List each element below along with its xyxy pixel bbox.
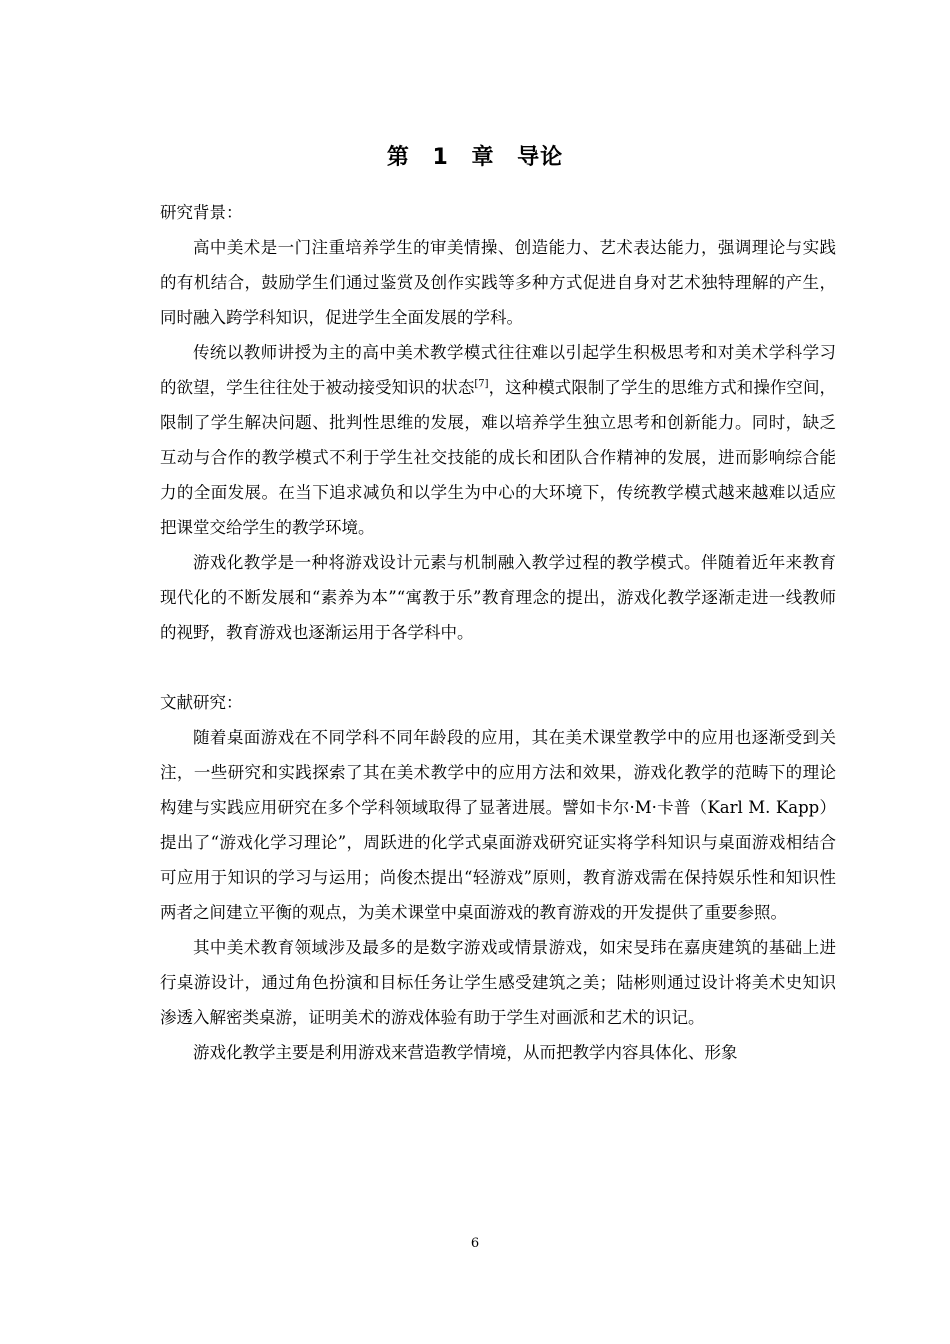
- citation-reference: [7]: [474, 378, 489, 390]
- paragraph-text: 传统以教师讲授为主的高中美术教学模式往往难以引起学生积极思考和对美术学科学习的欲望，学生往往处于被动接受知识的状态: [160, 343, 836, 397]
- page-number: 6: [470, 1236, 480, 1251]
- section-heading-background: 研究背景：: [160, 203, 243, 222]
- section-spacer: [160, 650, 836, 685]
- section-heading-literature: 文献研究：: [160, 693, 243, 712]
- paragraph-with-citation: [160, 335, 836, 545]
- paragraph: 游戏化教学主要是利用游戏来营造教学情境，从而把教学内容具体化、形象: [193, 1043, 738, 1062]
- paragraph: 游戏化教学是一种将游戏设计元素与机制融入教学过程的教学模式。伴随着近年来教育现代化的不断发展和“素养为本”“寓教于乐”教育理念的提出，游戏化教学逐渐走进一线教师的视野，教育游戏也逐渐运用于各学科中。: [160, 553, 836, 642]
- paragraph: 其中美术教育领域涉及最多的是数字游戏或情景游戏，如宋旻玮在嘉庚建筑的基础上进行桌游设计，通过角色扮演和目标任务让学生感受建筑之美；陆彬则通过设计将美术史知识渗透入解密类桌游，证明美术的游戏体验有助于学生对画派和艺术的识记。: [160, 938, 836, 1027]
- paragraph: 高中美术是一门注重培养学生的审美情操、创造能力、艺术表达能力，强调理论与实践的有机结合，鼓励学生们通过鉴赏及创作实践等多种方式促进自身对艺术独特理解的产生，同时融入跨学科知识，促进学生全面发展的学科。: [160, 238, 836, 327]
- chapter-title: 第 1 章 导论: [386, 145, 564, 170]
- body-text: [160, 195, 836, 1070]
- paragraph-text: ，这种模式限制了学生的思维方式和操作空间，限制了学生解决问题、批判性思维的发展，难以培养学生独立思考和创新能力。同时，缺乏互动与合作的教学模式不利于学生社交技能的成长和团队合作精神的发展，进而影响综合能力的全面发展。在当下追求减负和以学生为中心的大环境下，传统教学模式越来越难以适应把课堂交给学生的教学环境。: [160, 378, 837, 537]
- paragraph: 随着桌面游戏在不同学科不同年龄段的应用，其在美术课堂教学中的应用也逐渐受到关注，一些研究和实践探索了其在美术教学中的应用方法和效果，游戏化教学的范畴下的理论构建与实践应用研究在多个学科领域取得了显著进展。譬如卡尔·M·卡普（Karl M. Kapp）提出了“游戏化学习理论”，周跃进的化学式桌面游戏研究证实将学科知识与桌面游戏相结合可应用于知识的学习与运用；尚俊杰提出“轻游戏”原则，教育游戏需在保持娱乐性和知识性两者之间建立平衡的观点，为美术课堂中桌面游戏的教育游戏的开发提供了重要参照。: [160, 728, 836, 922]
